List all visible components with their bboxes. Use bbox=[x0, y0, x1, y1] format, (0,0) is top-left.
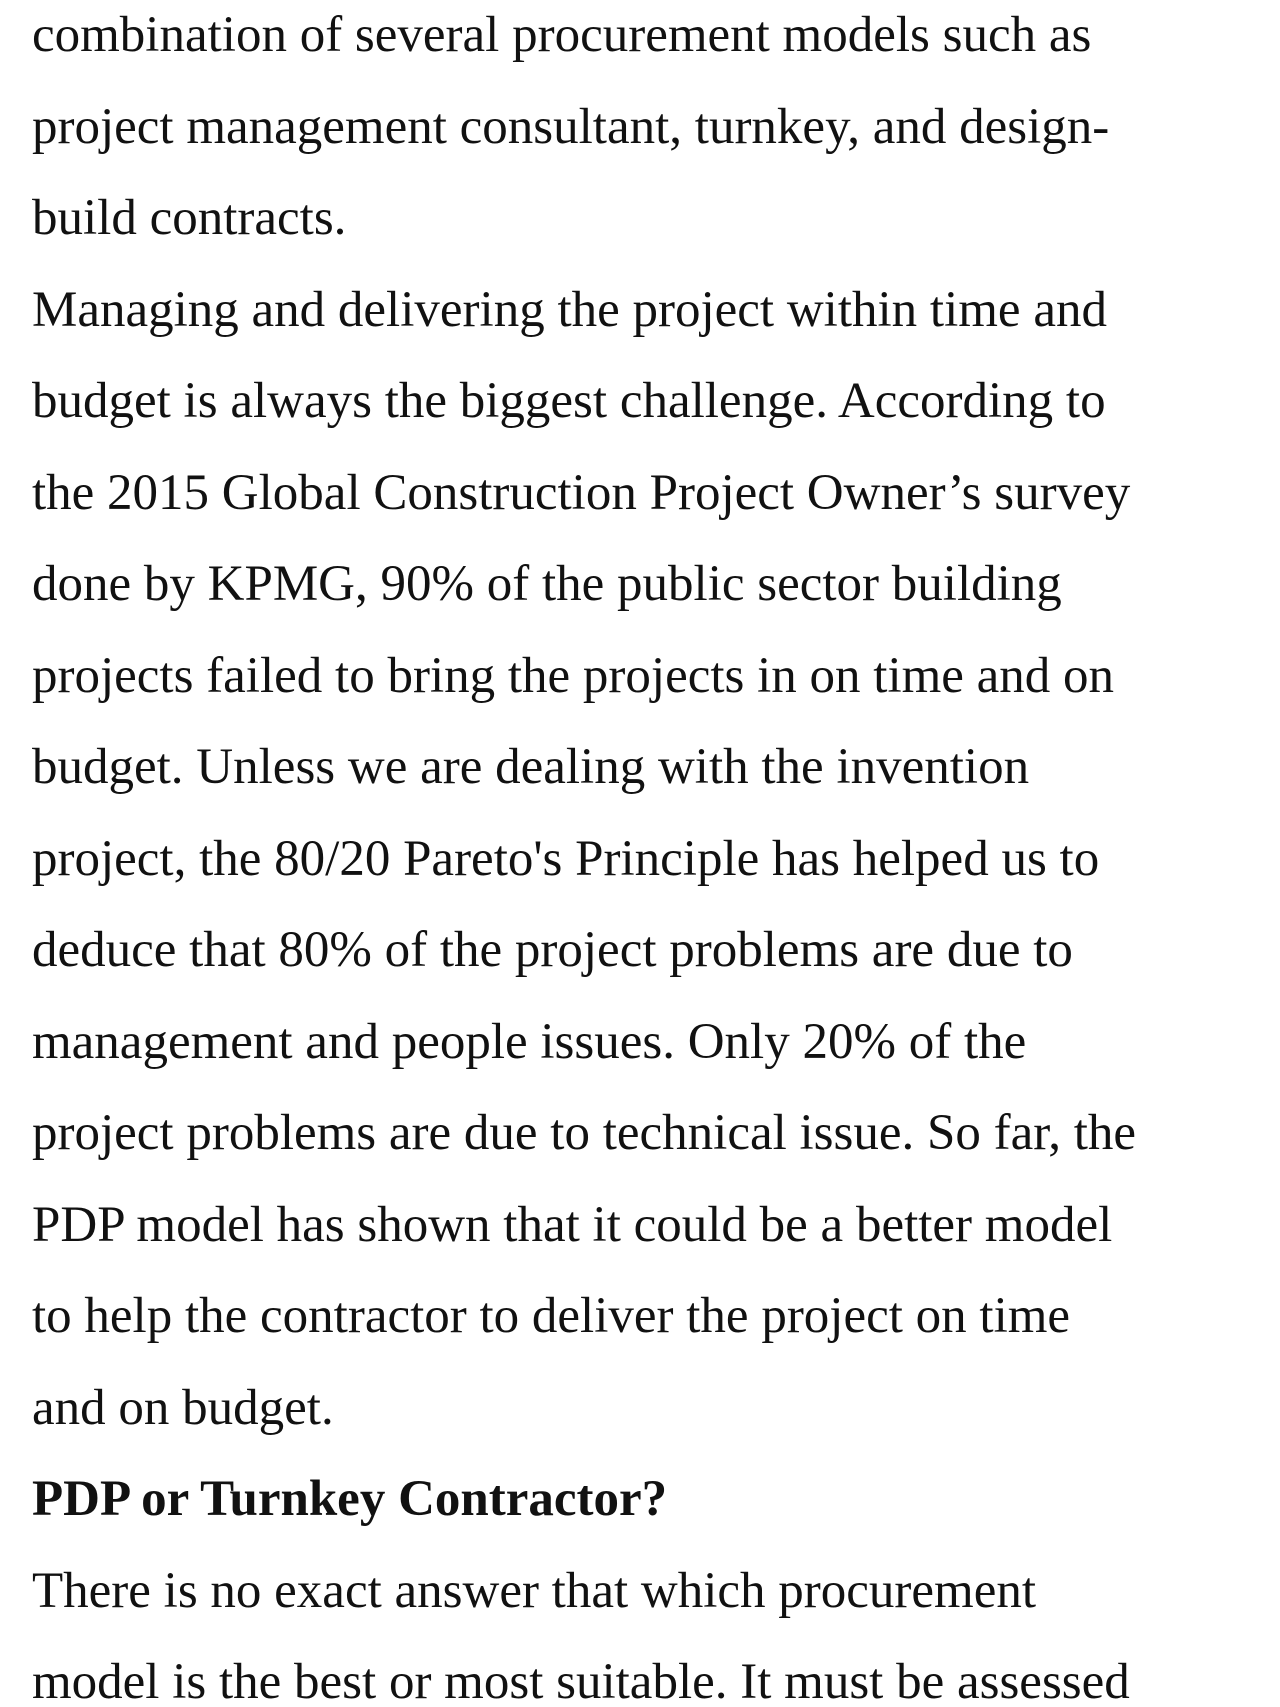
text-line: projects failed to bring the projects in on time and on bbox=[32, 647, 1115, 704]
text-line: model is the best or most suitable. It must be assessed bbox=[32, 1654, 1130, 1707]
text-line: project, the 80/20 Pareto's Principle has helped us to bbox=[32, 830, 1100, 887]
text-line: and on budget. bbox=[32, 1379, 334, 1436]
text-line: PDP model has shown that it could be a better model bbox=[32, 1196, 1113, 1253]
text-line: done by KPMG, 90% of the public sector building bbox=[32, 556, 1062, 612]
text-line: project management consultant, turnkey, and design- bbox=[32, 98, 1110, 155]
text-line: budget. Unless we are dealing with the invention bbox=[32, 739, 1030, 795]
text-line: the 2015 Global Construction Project Owner’s survey bbox=[32, 464, 1131, 521]
text-line: project problems are due to technical issue. So far, the bbox=[32, 1105, 1136, 1161]
section-heading: PDP or Turnkey Contractor? bbox=[32, 1471, 668, 1527]
text-line: budget is always the biggest challenge. According to bbox=[32, 373, 1106, 429]
text-line: management and people issues. Only 20% of the bbox=[32, 1013, 1027, 1070]
text-line: deduce that 80% of the project problems are due to bbox=[32, 922, 1073, 978]
text-line: There is no exact answer that which procurement bbox=[32, 1562, 1037, 1619]
text-line: combination of several procurement models such as bbox=[32, 7, 1092, 63]
text-line: build contracts. bbox=[32, 190, 347, 246]
text-line: Managing and delivering the project within time and bbox=[32, 281, 1107, 338]
document-body bbox=[32, 0, 1268, 1707]
text-line: to help the contractor to deliver the project on time bbox=[32, 1288, 1071, 1344]
